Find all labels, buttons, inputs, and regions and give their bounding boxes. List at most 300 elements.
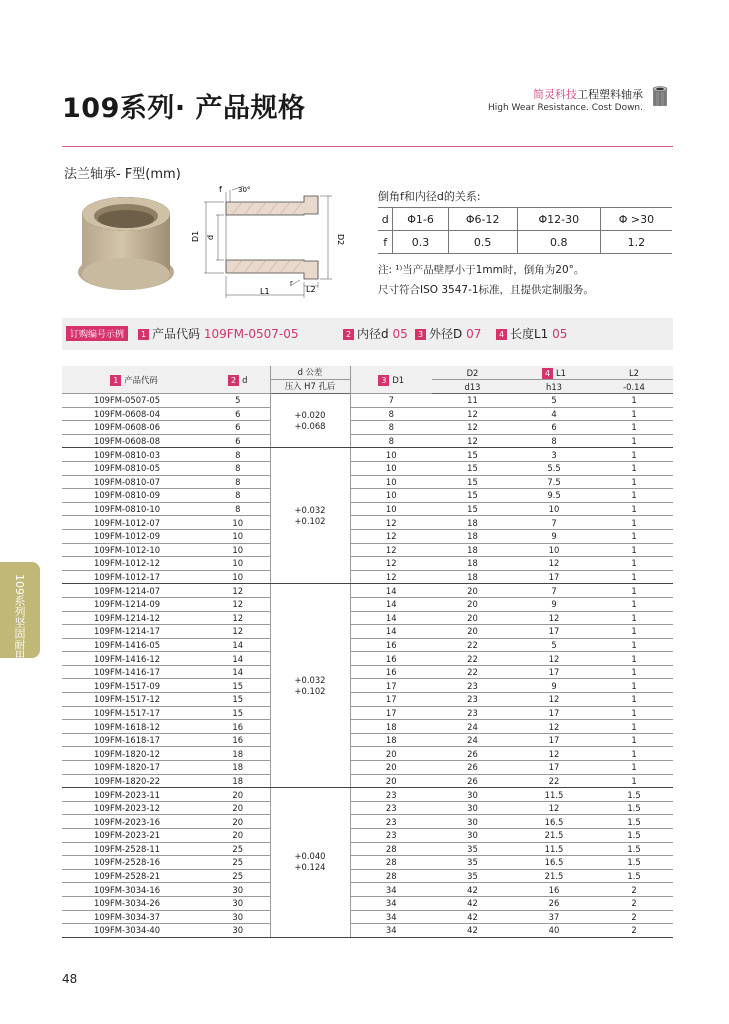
- cell-D1: 23: [350, 801, 432, 815]
- table-row: [62, 611, 673, 625]
- cell-code: 109FM-1214-17: [62, 625, 206, 639]
- cell-D1: 14: [350, 625, 432, 639]
- cell-d: 6: [206, 434, 270, 448]
- table-row: [62, 475, 673, 489]
- chamfer-title: 倒角f和内径d的关系:: [378, 190, 481, 203]
- table-row: [62, 557, 673, 571]
- chamfer-cell: Φ1-6: [393, 208, 448, 231]
- col-L1-header: [513, 366, 595, 380]
- cell-d: 20: [206, 815, 270, 829]
- table-row: [62, 461, 673, 475]
- cell-L2: 1: [595, 570, 673, 584]
- table-row: [62, 516, 673, 530]
- order-item-inner: [343, 325, 408, 342]
- cell-d: 25: [206, 856, 270, 870]
- order-item-value: 05: [552, 327, 568, 341]
- page-title: 109系列· 产品规格: [62, 93, 306, 124]
- number-badge: 1: [110, 375, 121, 386]
- cell-tolerance: [270, 584, 350, 788]
- table-row: [62, 570, 673, 584]
- cell-code: 109FM-0810-05: [62, 461, 206, 475]
- cell-d: 8: [206, 448, 270, 462]
- table-row: [62, 434, 673, 448]
- col-D1-header: [350, 366, 432, 394]
- cell-D1: 12: [350, 543, 432, 557]
- cell-D1: 28: [350, 856, 432, 870]
- side-tab-label: 109系列坚固耐用: [13, 574, 26, 661]
- cell-d: 12: [206, 611, 270, 625]
- bearing-photo: [72, 192, 180, 302]
- cell-d: 16: [206, 733, 270, 747]
- cell-D2: 24: [432, 720, 513, 734]
- order-item-label: 外径D: [429, 327, 463, 341]
- cell-tolerance: [270, 448, 350, 584]
- cell-D2: 22: [432, 638, 513, 652]
- dim-angle-label: 30°: [238, 186, 251, 194]
- cell-d: 14: [206, 638, 270, 652]
- cell-D2: 24: [432, 733, 513, 747]
- cell-code: 109FM-2023-21: [62, 829, 206, 843]
- cell-L1: 22: [513, 774, 595, 788]
- cell-d: 14: [206, 665, 270, 679]
- cell-D1: 10: [350, 475, 432, 489]
- cell-d: 15: [206, 679, 270, 693]
- cell-L2: 1: [595, 584, 673, 598]
- table-row: [62, 421, 673, 435]
- table-row: [62, 883, 673, 897]
- cell-L1: 21.5: [513, 829, 595, 843]
- cell-code: 109FM-1517-09: [62, 679, 206, 693]
- number-badge: 4: [496, 329, 507, 340]
- header-label: 产品代码: [124, 374, 158, 385]
- table-row: [62, 720, 673, 734]
- cell-L2: 2: [595, 883, 673, 897]
- cell-code: 109FM-1820-22: [62, 774, 206, 788]
- cell-D1: 18: [350, 720, 432, 734]
- order-item-label: 长度L1: [510, 327, 549, 341]
- cell-d: 6: [206, 407, 270, 421]
- cell-code: 109FM-1820-12: [62, 747, 206, 761]
- chamfer-cell: 1.2: [600, 231, 672, 254]
- chamfer-cell: d: [378, 208, 393, 231]
- table-row: [62, 842, 673, 856]
- cell-D1: 23: [350, 788, 432, 802]
- cell-L1: 12: [513, 557, 595, 571]
- cell-code: 109FM-1517-12: [62, 693, 206, 707]
- cell-L2: 1.5: [595, 815, 673, 829]
- cell-d: 5: [206, 394, 270, 408]
- cell-code: 109FM-0507-05: [62, 394, 206, 408]
- cell-tolerance: [270, 394, 350, 448]
- cell-D2: 23: [432, 706, 513, 720]
- cell-L1: 11.5: [513, 788, 595, 802]
- table-row: [62, 733, 673, 747]
- cell-D1: 10: [350, 448, 432, 462]
- brand-name-company: 简灵科技: [533, 88, 577, 101]
- cell-D2: 20: [432, 597, 513, 611]
- table-row: [62, 896, 673, 910]
- cell-d: 30: [206, 883, 270, 897]
- cell-L2: 1: [595, 706, 673, 720]
- chamfer-cell: Φ12-30: [517, 208, 600, 231]
- cell-code: 109FM-3034-26: [62, 896, 206, 910]
- cell-D2: 35: [432, 869, 513, 883]
- tolerance-lower: +0.102: [294, 685, 326, 696]
- cell-code: 109FM-0810-03: [62, 448, 206, 462]
- cell-D1: 14: [350, 611, 432, 625]
- cell-code: 109FM-1416-17: [62, 665, 206, 679]
- order-item-code: [138, 325, 298, 342]
- table-row: [62, 543, 673, 557]
- cell-D1: 16: [350, 652, 432, 666]
- cell-d: 20: [206, 801, 270, 815]
- cell-code: 109FM-0810-10: [62, 502, 206, 516]
- table-row: [62, 529, 673, 543]
- table-row: [62, 652, 673, 666]
- cell-L2: 1: [595, 516, 673, 530]
- table-row: [62, 625, 673, 639]
- table-row: [62, 774, 673, 788]
- table-row: [62, 638, 673, 652]
- cell-D2: 35: [432, 842, 513, 856]
- cell-D2: 22: [432, 665, 513, 679]
- cell-L2: 1: [595, 774, 673, 788]
- cell-L1: 5.5: [513, 461, 595, 475]
- cell-L2: 1.5: [595, 856, 673, 870]
- cell-D2: 30: [432, 801, 513, 815]
- cell-L2: 2: [595, 910, 673, 924]
- table-row: [62, 407, 673, 421]
- tolerance-upper: +0.020: [294, 409, 326, 420]
- cell-D2: 26: [432, 761, 513, 775]
- cell-L2: 1.5: [595, 788, 673, 802]
- cell-D1: 16: [350, 665, 432, 679]
- cell-D2: 15: [432, 475, 513, 489]
- cell-code: 109FM-0810-07: [62, 475, 206, 489]
- cell-D1: 10: [350, 489, 432, 503]
- number-badge: 4: [542, 368, 553, 379]
- cell-L1: 17: [513, 665, 595, 679]
- cell-D1: 8: [350, 434, 432, 448]
- cell-d: 18: [206, 774, 270, 788]
- cell-L1: 17: [513, 761, 595, 775]
- cell-L2: 1: [595, 652, 673, 666]
- brand-name-suffix: 工程塑料轴承: [577, 88, 643, 101]
- table-row: [62, 829, 673, 843]
- table-row: [62, 910, 673, 924]
- cell-code: 109FM-2023-16: [62, 815, 206, 829]
- table-row: [62, 801, 673, 815]
- cell-D1: 12: [350, 516, 432, 530]
- cell-L2: 1: [595, 394, 673, 408]
- cell-D1: 8: [350, 421, 432, 435]
- cell-L1: 17: [513, 625, 595, 639]
- cell-D2: 18: [432, 529, 513, 543]
- table-row: [62, 502, 673, 516]
- cell-tolerance: [270, 788, 350, 938]
- cell-d: 30: [206, 896, 270, 910]
- flange-bearing-drawing: [186, 184, 352, 302]
- cell-d: 12: [206, 597, 270, 611]
- cell-L2: 1: [595, 693, 673, 707]
- cell-L2: 1: [595, 502, 673, 516]
- cell-D1: 10: [350, 502, 432, 516]
- cell-D2: 30: [432, 788, 513, 802]
- table-row: [62, 665, 673, 679]
- cell-D2: 18: [432, 543, 513, 557]
- dim-f-label: f: [219, 185, 222, 194]
- cell-L1: 8: [513, 434, 595, 448]
- cell-d: 10: [206, 557, 270, 571]
- dim-r-label: r: [290, 279, 293, 287]
- cell-L2: 1: [595, 747, 673, 761]
- cell-L2: 2: [595, 896, 673, 910]
- table-row: [62, 679, 673, 693]
- cell-L1: 10: [513, 502, 595, 516]
- brand-slogan: High Wear Resistance. Cost Down.: [488, 103, 643, 113]
- col-L2-subheader: -0.14: [595, 380, 673, 394]
- cell-d: 10: [206, 529, 270, 543]
- cell-D2: 11: [432, 394, 513, 408]
- spec-table: [62, 366, 673, 938]
- table-row: [62, 924, 673, 938]
- header-label: d: [242, 374, 248, 385]
- cell-L1: 17: [513, 570, 595, 584]
- cell-D2: 30: [432, 829, 513, 843]
- cell-code: 109FM-1820-17: [62, 761, 206, 775]
- cell-L1: 9: [513, 529, 595, 543]
- table-row: [62, 394, 673, 408]
- cell-L2: 2: [595, 924, 673, 938]
- cell-D2: 12: [432, 434, 513, 448]
- number-badge: 3: [378, 375, 389, 386]
- table-row: [62, 869, 673, 883]
- chamfer-header-row: [378, 208, 672, 231]
- tolerance-lower: +0.102: [294, 515, 326, 526]
- cell-d: 15: [206, 706, 270, 720]
- cell-D2: 42: [432, 924, 513, 938]
- cell-d: 14: [206, 652, 270, 666]
- cell-L2: 1: [595, 679, 673, 693]
- cell-D1: 34: [350, 896, 432, 910]
- cell-d: 8: [206, 502, 270, 516]
- cell-code: 109FM-3034-37: [62, 910, 206, 924]
- dim-L2-label: L2: [306, 285, 316, 294]
- cell-L2: 1: [595, 461, 673, 475]
- cell-L2: 1: [595, 611, 673, 625]
- cell-code: 109FM-2528-11: [62, 842, 206, 856]
- cell-L1: 3: [513, 448, 595, 462]
- cell-L2: 1.5: [595, 801, 673, 815]
- cell-L1: 16.5: [513, 815, 595, 829]
- brand-block: [488, 86, 643, 113]
- cell-L1: 37: [513, 910, 595, 924]
- cell-D2: 20: [432, 611, 513, 625]
- cell-L1: 10: [513, 543, 595, 557]
- cell-L1: 4: [513, 407, 595, 421]
- cell-d: 30: [206, 924, 270, 938]
- cell-code: 109FM-1416-12: [62, 652, 206, 666]
- cell-code: 109FM-1012-09: [62, 529, 206, 543]
- cell-L1: 7.5: [513, 475, 595, 489]
- cell-L1: 12: [513, 801, 595, 815]
- cell-D1: 20: [350, 747, 432, 761]
- cell-L2: 1: [595, 489, 673, 503]
- cell-L1: 11.5: [513, 842, 595, 856]
- spec-table-body: [62, 394, 673, 938]
- cell-code: 109FM-1012-17: [62, 570, 206, 584]
- cell-L1: 9: [513, 679, 595, 693]
- number-badge: 3: [415, 329, 426, 340]
- chamfer-cell: 0.5: [448, 231, 517, 254]
- table-row: [62, 706, 673, 720]
- cell-L1: 26: [513, 896, 595, 910]
- cell-code: 109FM-2023-12: [62, 801, 206, 815]
- dim-d-label: d: [206, 234, 215, 240]
- cell-d: 16: [206, 720, 270, 734]
- cell-L1: 9: [513, 597, 595, 611]
- tolerance-upper: +0.040: [294, 851, 326, 862]
- table-row: [62, 693, 673, 707]
- cell-D1: 12: [350, 557, 432, 571]
- cell-L2: 1: [595, 625, 673, 639]
- cell-d: 10: [206, 570, 270, 584]
- dim-L1-label: L1: [260, 287, 270, 296]
- cell-D1: 10: [350, 461, 432, 475]
- cell-D2: 42: [432, 896, 513, 910]
- cell-L1: 6: [513, 421, 595, 435]
- table-row: [62, 856, 673, 870]
- table-row: [62, 788, 673, 802]
- cell-D2: 30: [432, 815, 513, 829]
- brand-name: [488, 86, 643, 102]
- table-row: [62, 597, 673, 611]
- cell-code: 109FM-1012-07: [62, 516, 206, 530]
- note-wall-thickness: 注: ¹⁾当产品壁厚小于1mm时，倒角为20°。: [378, 264, 585, 276]
- cell-D2: 15: [432, 448, 513, 462]
- cell-d: 25: [206, 842, 270, 856]
- col-D2-header: D2: [432, 366, 513, 380]
- cell-D1: 34: [350, 910, 432, 924]
- cell-L1: 12: [513, 611, 595, 625]
- cell-d: 10: [206, 543, 270, 557]
- cell-D1: 28: [350, 869, 432, 883]
- cell-D2: 15: [432, 489, 513, 503]
- cell-D1: 20: [350, 774, 432, 788]
- cell-L1: 17: [513, 706, 595, 720]
- cell-D1: 17: [350, 679, 432, 693]
- cell-D1: 12: [350, 570, 432, 584]
- cell-L1: 5: [513, 394, 595, 408]
- cell-D1: 14: [350, 597, 432, 611]
- cell-L1: 7: [513, 584, 595, 598]
- cell-D2: 35: [432, 856, 513, 870]
- cell-code: 109FM-2528-16: [62, 856, 206, 870]
- cell-L2: 1: [595, 665, 673, 679]
- cell-code: 109FM-1517-17: [62, 706, 206, 720]
- cell-D2: 12: [432, 407, 513, 421]
- order-item-value: 07: [466, 327, 482, 341]
- order-item-value: 05: [392, 327, 408, 341]
- cell-code: 109FM-0810-09: [62, 489, 206, 503]
- col-d-header: [206, 366, 270, 394]
- note-iso-standard: 尺寸符合ISO 3547-1标准，且提供定制服务。: [378, 284, 595, 296]
- cell-code: 109FM-1214-09: [62, 597, 206, 611]
- cell-d: 30: [206, 910, 270, 924]
- cell-D2: 42: [432, 910, 513, 924]
- cell-code: 109FM-2023-11: [62, 788, 206, 802]
- cell-L2: 1: [595, 434, 673, 448]
- cell-D1: 23: [350, 829, 432, 843]
- number-badge: 1: [138, 329, 149, 340]
- cell-code: 109FM-1214-12: [62, 611, 206, 625]
- cell-L2: 1: [595, 597, 673, 611]
- tolerance-upper: +0.032: [294, 674, 326, 685]
- order-item-label: 内径d: [357, 327, 389, 341]
- cell-D2: 18: [432, 570, 513, 584]
- cell-D1: 17: [350, 693, 432, 707]
- cell-d: 8: [206, 489, 270, 503]
- table-row: [62, 747, 673, 761]
- cell-D2: 20: [432, 584, 513, 598]
- dim-D2-label: D2: [336, 234, 345, 246]
- chamfer-value-row: [378, 231, 672, 254]
- cell-code: 109FM-1618-12: [62, 720, 206, 734]
- cell-L1: 40: [513, 924, 595, 938]
- cell-D1: 34: [350, 883, 432, 897]
- col-L2-header: L2: [595, 366, 673, 380]
- cell-code: 109FM-1012-10: [62, 543, 206, 557]
- cell-D1: 23: [350, 815, 432, 829]
- cell-D1: 34: [350, 924, 432, 938]
- cell-L2: 1: [595, 421, 673, 435]
- table-row: [62, 448, 673, 462]
- cell-L2: 1.5: [595, 829, 673, 843]
- bearing-logo-icon: [651, 86, 669, 108]
- cell-L2: 1: [595, 638, 673, 652]
- cell-D1: 14: [350, 584, 432, 598]
- cell-d: 20: [206, 829, 270, 843]
- cell-d: 10: [206, 516, 270, 530]
- cell-D2: 23: [432, 693, 513, 707]
- cell-L2: 1: [595, 733, 673, 747]
- cell-L2: 1.5: [595, 869, 673, 883]
- col-L1-subheader: h13: [513, 380, 595, 394]
- cell-d: 8: [206, 461, 270, 475]
- cell-d: 18: [206, 747, 270, 761]
- order-example-badge: 订购编号示例: [66, 326, 128, 341]
- col-code-header: [62, 366, 206, 394]
- cell-L1: 17: [513, 733, 595, 747]
- number-badge: 2: [228, 375, 239, 386]
- header-label: L1: [556, 367, 566, 378]
- cell-L1: 7: [513, 516, 595, 530]
- cell-L2: 1: [595, 761, 673, 775]
- cell-D1: 12: [350, 529, 432, 543]
- number-badge: 2: [343, 329, 354, 340]
- cell-L1: 12: [513, 652, 595, 666]
- cell-L1: 12: [513, 693, 595, 707]
- cell-L2: 1: [595, 407, 673, 421]
- order-item-length: [496, 325, 567, 342]
- cell-D1: 28: [350, 842, 432, 856]
- cell-d: 6: [206, 421, 270, 435]
- cell-d: 12: [206, 625, 270, 639]
- table-row: [62, 815, 673, 829]
- table-row: [62, 584, 673, 598]
- cell-D2: 18: [432, 516, 513, 530]
- cell-D2: 15: [432, 502, 513, 516]
